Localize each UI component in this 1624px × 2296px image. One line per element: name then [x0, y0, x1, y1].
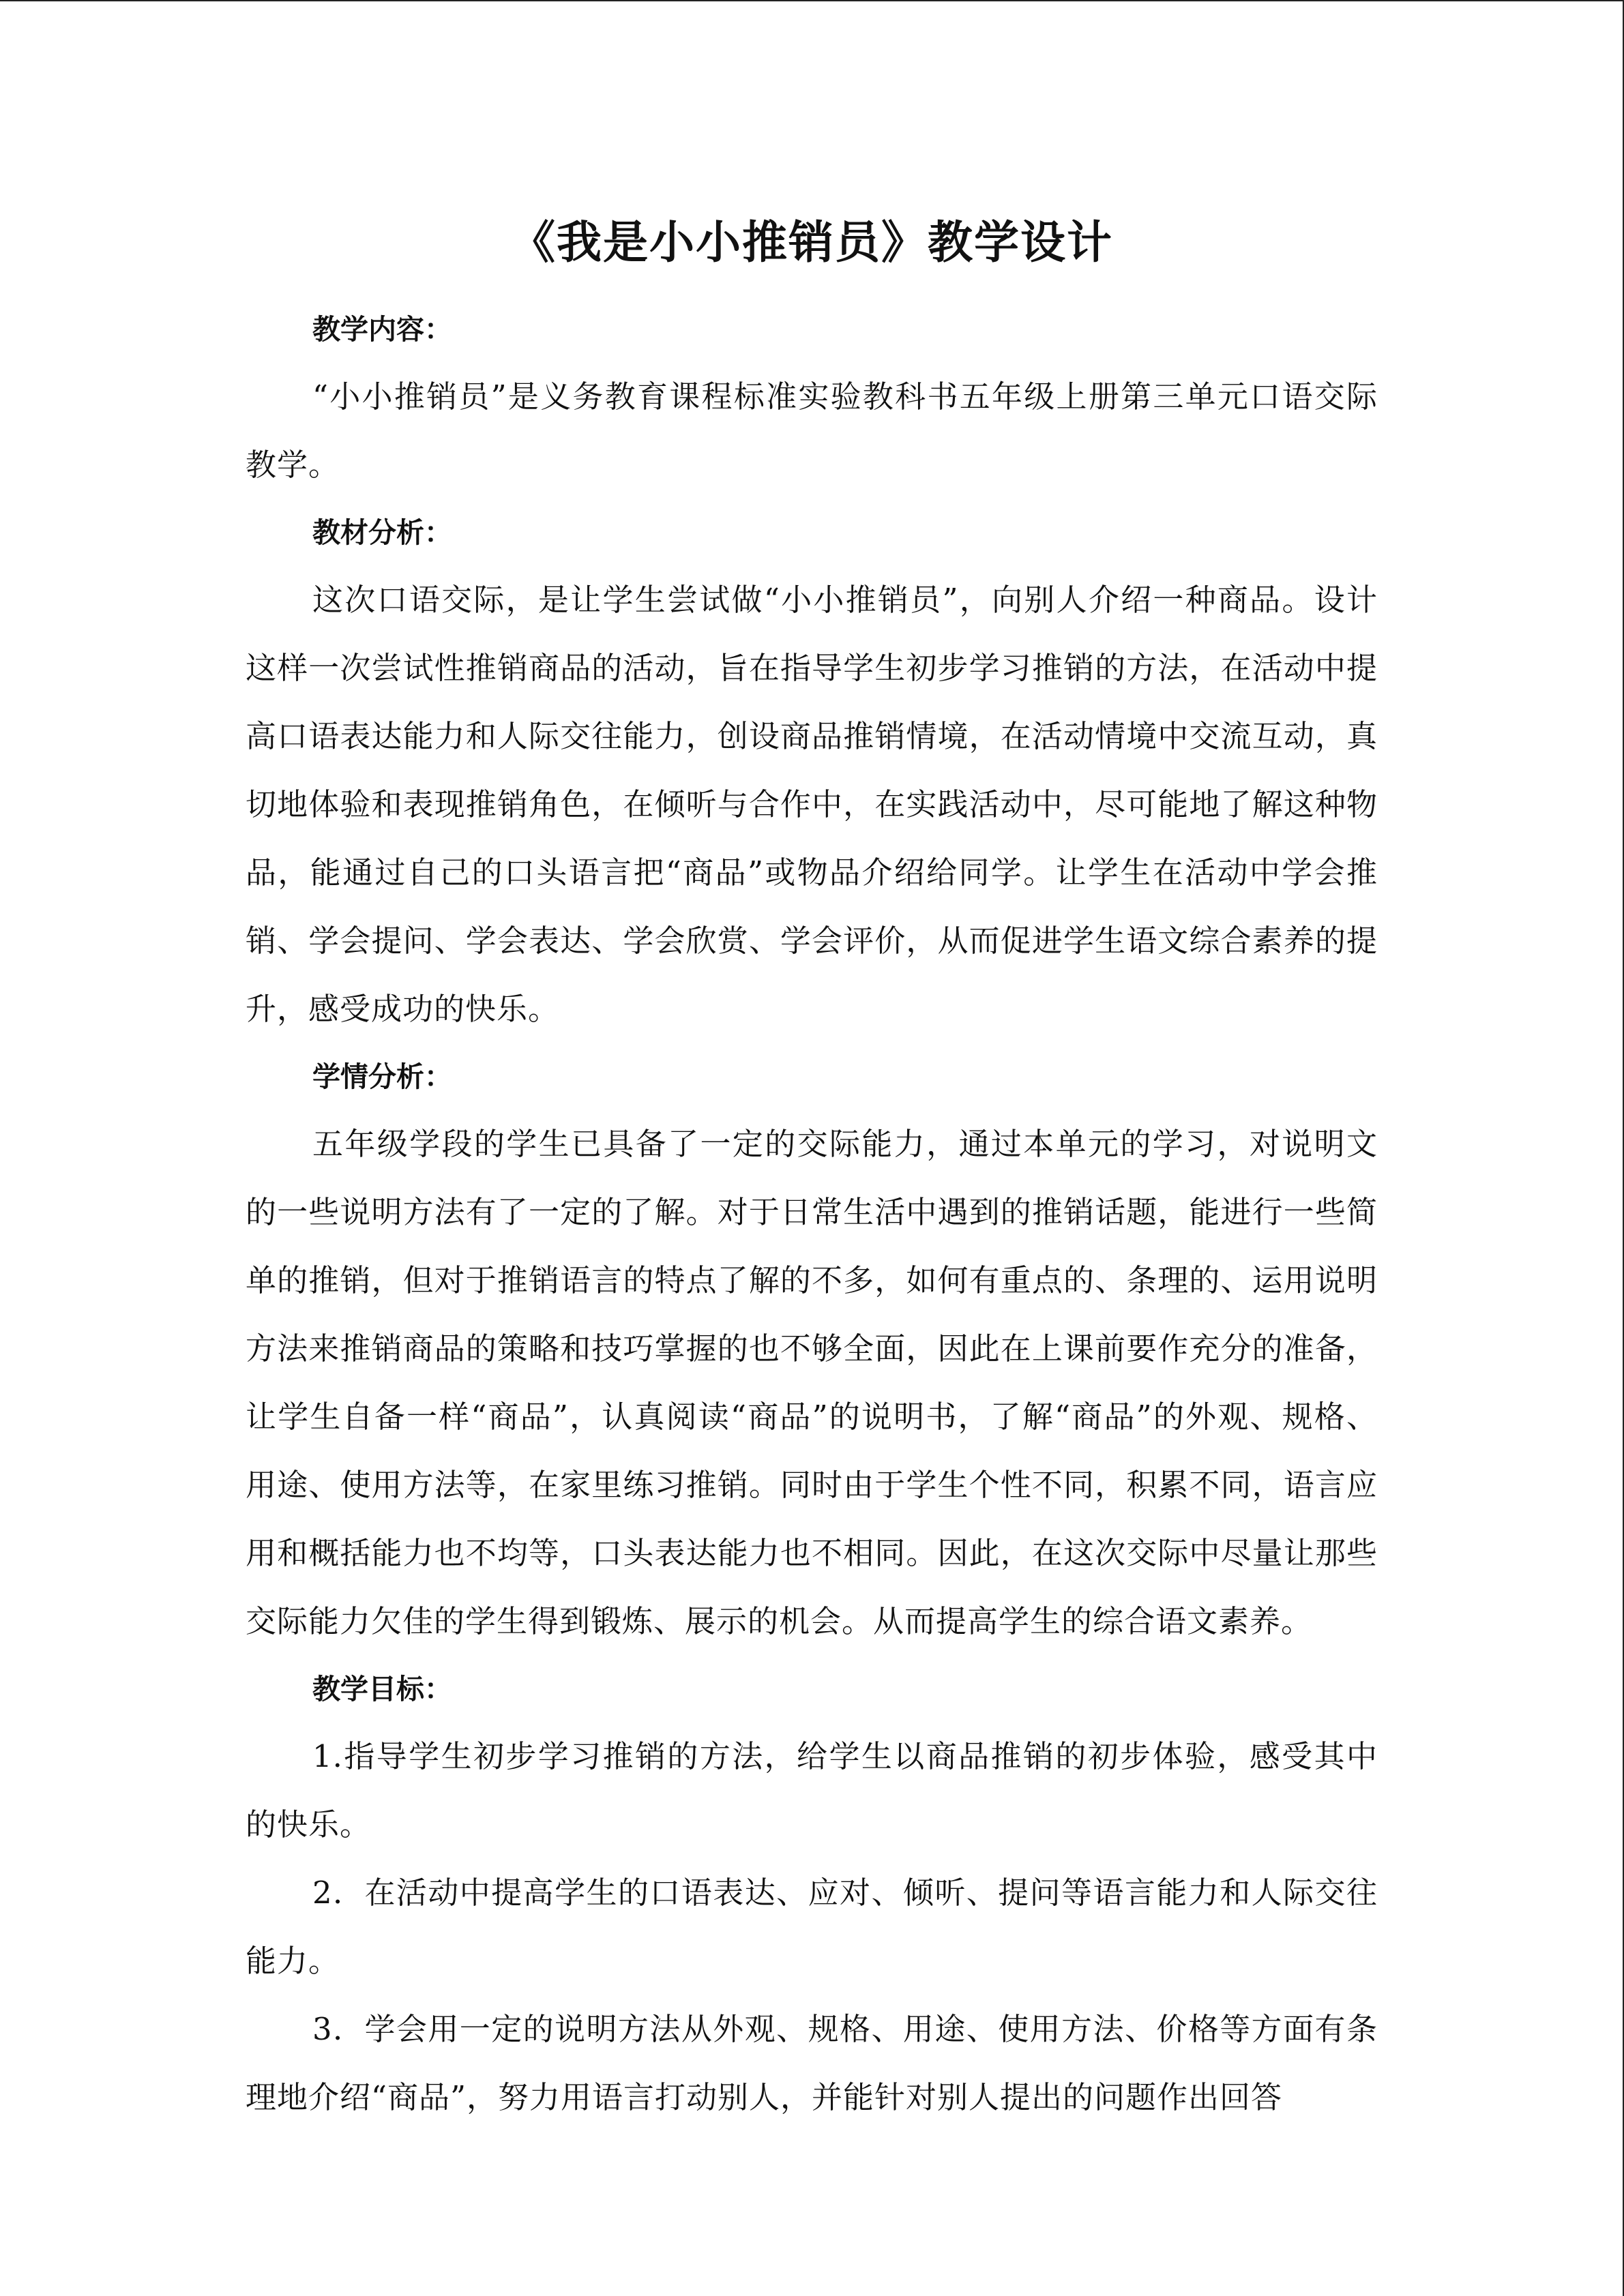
- goal-item-2: 2．在活动中提高学生的口语表达、应对、倾听、提问等语言能力和人际交往能力。: [246, 1875, 1378, 1979]
- section-heading: 教学内容：: [312, 313, 452, 346]
- section-paragraph: 五年级学段的学生已具备了一定的交际能力，通过本单元的学习，对说明文的一些说明方法有了一定的了解。对于日常生活中遇到的推销话题，能进行一些简单的推销，但对于推销语言的特点了解的不多，如何有重点的、条理的、运用说明方法来推销商品的策略和技巧掌握的也不够全面，因此在上课前要作充分的准备，让学生自备一样“商品”，认真阅读“商品”的说明书，了解“商品”的外观、规格、用途、使用方法等，在家里练习推销。同时由于学生个性不同，积累不同，语言应用和概括能力也不均等，口头表达能力也不相同。因此，在这次交际中尽量让那些交际能力欠佳的学生得到锻炼、展示的机会。从而提高学生的综合语文素养。: [246, 1126, 1378, 1639]
- section-heading: 学情分析：: [312, 1060, 452, 1093]
- section-paragraph: 这次口语交际，是让学生尝试做“小小推销员”，向别人介绍一种商品。设计这样一次尝试性推销商品的活动，旨在指导学生初步学习推销的方法，在活动中提高口语表达能力和人际交往能力，创设商品推销情境，在活动情境中交流互动，真切地体验和表现推销角色，在倾听与合作中，在实践活动中，尽可能地了解这种物品，能通过自己的口头语言把“商品”或物品介绍给同学。让学生在活动中学会推销、学会提问、学会表达、学会欣赏、学会评价，从而促进学生语文综合素养的提升，感受成功的快乐。: [246, 582, 1378, 1027]
- goal-item-1: 1.指导学生初步学习推销的方法，给学生以商品推销的初步体验，感受其中的快乐。: [246, 1738, 1378, 1843]
- document-title: 《我是小小推销员》教学设计: [510, 215, 1113, 269]
- page-top-border: [0, 0, 1624, 1]
- section-teaching-content: [246, 296, 1378, 499]
- section-heading: 教材分析：: [312, 516, 452, 549]
- section-teaching-goals: [246, 1656, 1378, 2132]
- section-learner-analysis: [246, 1043, 1378, 1656]
- goal-item-3: 3．学会用一定的说明方法从外观、规格、用途、使用方法、价格等方面有条理地介绍“商品”，努力用语言打动别人，并能针对别人提出的问题作出回答: [246, 2011, 1378, 2115]
- section-material-analysis: [246, 499, 1378, 1043]
- section-paragraph: “小小推销员”是义务教育课程标准实验教科书五年级上册第三单元口语交际教学。: [246, 378, 1378, 483]
- document-page: [246, 205, 1378, 2132]
- section-heading: 教学目标：: [312, 1673, 452, 1705]
